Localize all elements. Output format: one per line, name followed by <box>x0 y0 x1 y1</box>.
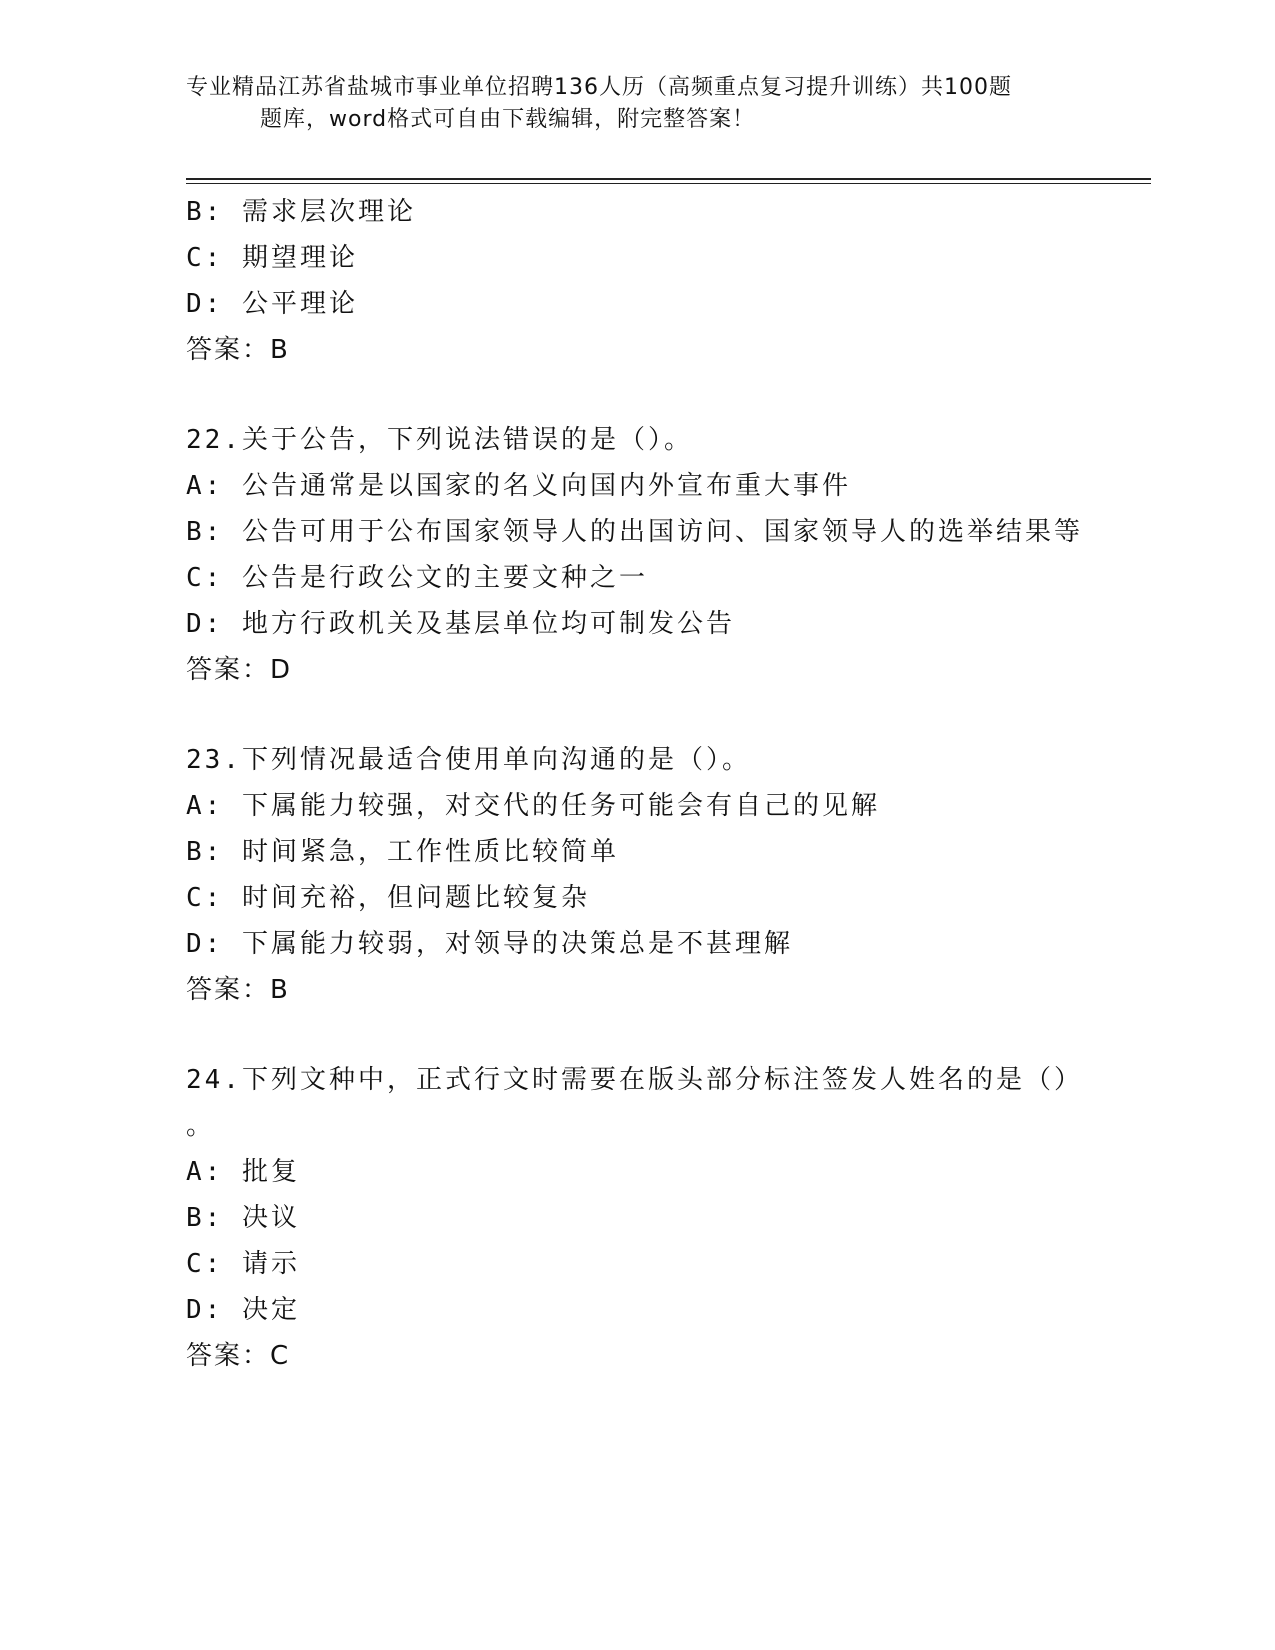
option-d: D: 决定 <box>186 1295 300 1325</box>
option-d: D: 地方行政机关及基层单位均可制发公告 <box>186 609 735 639</box>
header-divider-thin <box>186 183 1151 184</box>
spacer <box>186 693 1146 737</box>
question-stem: 22.关于公告，下列说法错误的是（）。 <box>186 425 693 455</box>
answer-label: 答案：B <box>186 975 290 1005</box>
spacer <box>186 1013 1146 1057</box>
option-c: C: 期望理论 <box>186 243 358 273</box>
question-stem-continuation: 。 <box>186 1111 216 1141</box>
header-title-line2: 题库，word格式可自由下载编辑，附完整答案！ <box>260 107 756 132</box>
document-header <box>186 72 1086 136</box>
option-c: C: 请示 <box>186 1249 300 1279</box>
option-a: A: 公告通常是以国家的名义向国内外宣布重大事件 <box>186 471 851 501</box>
option-b: B: 时间紧急，工作性质比较简单 <box>186 837 619 867</box>
question-stem: 23.下列情况最适合使用单向沟通的是（）。 <box>186 745 751 775</box>
option-d: D: 下属能力较弱，对领导的决策总是不甚理解 <box>186 929 793 959</box>
option-a: A: 批复 <box>186 1157 300 1187</box>
answer-label: 答案：D <box>186 655 293 685</box>
answer-label: 答案：C <box>186 1341 291 1371</box>
spacer <box>186 373 1146 417</box>
option-b: B: 决议 <box>186 1203 300 1233</box>
header-divider-thick <box>186 178 1151 180</box>
option-b: B: 公告可用于公布国家领导人的出国访问、国家领导人的选举结果等 <box>186 517 1083 547</box>
option-c: C: 时间充裕，但问题比较复杂 <box>186 883 590 913</box>
question-23 <box>186 737 1146 1013</box>
option-b: B: 需求层次理论 <box>186 197 416 227</box>
answer-label: 答案：B <box>186 335 290 365</box>
question-24 <box>186 1057 1146 1379</box>
question-stem: 24.下列文种中，正式行文时需要在版头部分标注签发人姓名的是（） <box>186 1065 1083 1095</box>
question-22 <box>186 417 1146 693</box>
option-c: C: 公告是行政公文的主要文种之一 <box>186 563 648 593</box>
question-21-continuation <box>186 189 1146 373</box>
option-d: D: 公平理论 <box>186 289 358 319</box>
option-a: A: 下属能力较强，对交代的任务可能会有自己的见解 <box>186 791 880 821</box>
header-title-line1: 专业精品江苏省盐城市事业单位招聘136人历（高频重点复习提升训练）共100题 <box>186 75 1012 100</box>
question-content <box>186 189 1146 1379</box>
